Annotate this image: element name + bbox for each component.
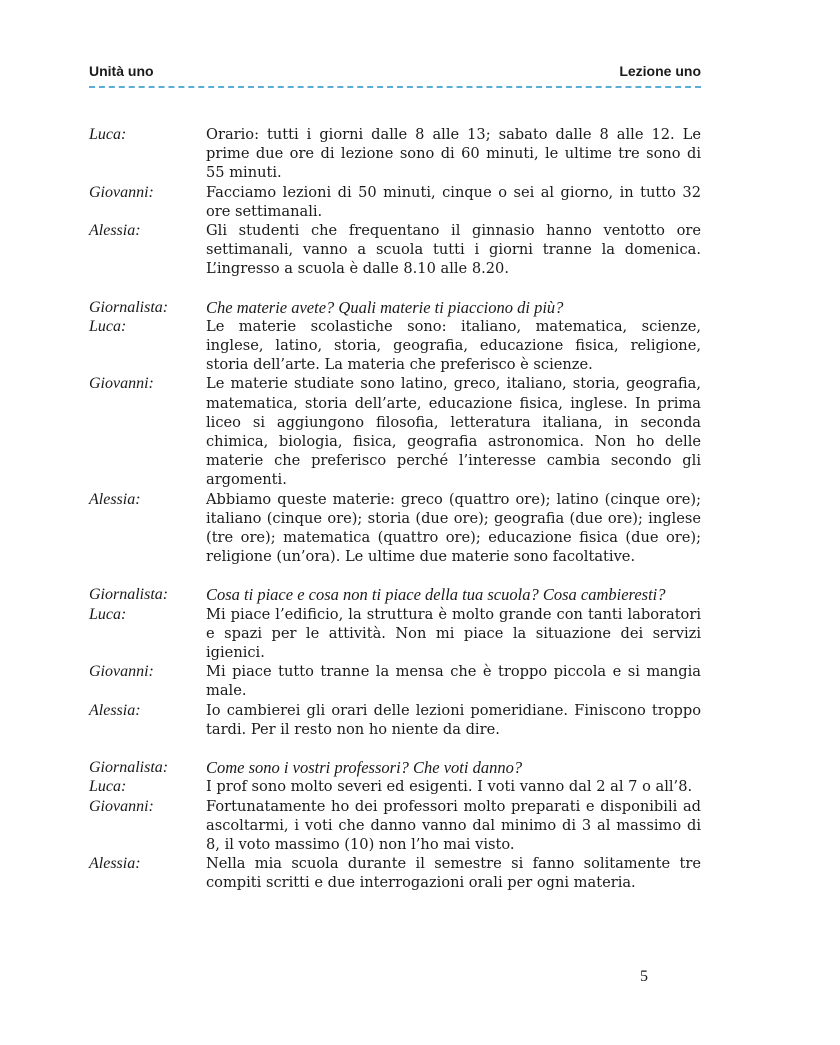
speaker-name: Giovanni: [89, 663, 154, 681]
dialogue-entry [89, 585, 701, 604]
answer-text: Orario: tutti i giorni dalle 8 alle 13; sabato dalle 8 alle 12. Le prime due ore di lezione sono di 60 minuti, le ultime tre sono di 55 minuti. [206, 126, 701, 182]
answer-text: Mi piace tutto tranne la mensa che è troppo piccola e si mangia male. [206, 663, 701, 700]
answer-text: Mi piace l’edificio, la struttura è molto grande con tanti laboratori e spazi per le attività. Non mi piace la situazione dei servizi igienici. [206, 605, 701, 662]
dialogue-entry [89, 221, 701, 279]
unit-title: Unità uno [89, 63, 154, 79]
dialogue-entry [89, 298, 701, 317]
dialogue-entry [89, 854, 701, 892]
speaker-name: Alessia: [89, 855, 141, 873]
dialogue-entry [89, 777, 701, 796]
question-text: Cosa ti piace e cosa non ti piace della tua scuola? Cosa cambieresti? [206, 585, 666, 605]
answer-text: Fortunatamente ho dei professori molto preparati e disponibili ad ascoltarmi, i voti che danno vanno dal minimo di 3 al massimo di 8, il voto massimo (10) non l’ho mai visto. [206, 797, 701, 853]
dialogue-entry [89, 701, 701, 739]
speaker-name: Luca: [89, 126, 127, 143]
speaker-name: Alessia: [89, 701, 141, 719]
lesson-title: Lezione uno [619, 63, 701, 79]
dialogue-entry [89, 183, 701, 221]
dialogue-entry [89, 605, 701, 663]
dialogue-entry [89, 317, 701, 375]
answer-text: I prof sono molto severi ed esigenti. I voti vanno dal 2 al 7 o all’8. [206, 778, 693, 796]
page-number: 5 [640, 968, 648, 985]
dialogue-entry [89, 797, 701, 855]
speaker-name: Luca: [89, 317, 127, 335]
dialogue-section [89, 298, 701, 567]
speaker-name: Luca: [89, 778, 127, 796]
dialogue-entry [89, 758, 701, 777]
dialogue-section [89, 758, 701, 892]
dialogue-entry [89, 125, 701, 183]
answer-text: Io cambierei gli orari delle lezioni pomeridiane. Finiscono troppo tardi. Per il resto non ho niente da dire. [206, 701, 701, 738]
dialogue-entry [89, 490, 701, 567]
answer-text: Nella mia scuola durante il semestre si fanno solitamente tre compiti scritti e due interrogazioni orali per ogni materia. [206, 855, 701, 892]
speaker-name: Giornalista: [89, 759, 169, 777]
dialogue-entry [89, 662, 701, 700]
answer-text: Abbiamo queste materie: greco (quattro ore); latino (cinque ore); italiano (cinque ore); storia (due ore); geografia (due ore); inglese (tre ore); matematica (quattro ore); educazione fisica (due ore); religione (un’ora). Le ultime due materie sono facoltative. [206, 490, 701, 566]
question-text: Che materie avete? Quali materie ti piacciono di più? [206, 297, 564, 317]
speaker-name: Alessia: [89, 222, 141, 240]
dialogue-entry [89, 374, 701, 489]
question-text: Come sono i vostri professori? Che voti danno? [206, 758, 523, 778]
speaker-name: Giovanni: [89, 375, 154, 393]
speaker-name: Luca: [89, 605, 127, 623]
answer-text: Facciamo lezioni di 50 minuti, cinque o sei al giorno, in tutto 32 ore settimanali. [206, 183, 701, 220]
speaker-name: Alessia: [89, 490, 141, 508]
answer-text: Gli studenti che frequentano il ginnasio hanno ventotto ore settimanali, vanno a scuola tutti i giorni tranne la domenica. L’ingresso a scuola è dalle 8.10 alle 8.20. [206, 222, 701, 278]
speaker-name: Giovanni: [89, 797, 154, 815]
speaker-name: Giornalista: [89, 298, 169, 316]
answer-text: Le materie scolastiche sono: italiano, matematica, scienze, inglese, latino, storia, geografia, educazione fisica, religione, storia dell’arte. La materia che preferisco è scienze. [206, 317, 701, 374]
dialogue-section [89, 125, 701, 279]
answer-text: Le materie studiate sono latino, greco, italiano, storia, geografia, matematica, storia dell’arte, educazione fisica, inglese. In prima liceo si aggiungono filosofia, letteratura italiana, in seconda chimica, biologia, fisica, geografia astronomica. Non ho delle materie che preferisco perché l’interesse cambia secondo gli argomenti. [206, 375, 701, 489]
dialogue-section [89, 585, 701, 739]
speaker-name: Giornalista: [89, 586, 169, 604]
speaker-name: Giovanni: [89, 183, 154, 201]
running-header [89, 60, 701, 88]
dialogue [89, 125, 701, 912]
